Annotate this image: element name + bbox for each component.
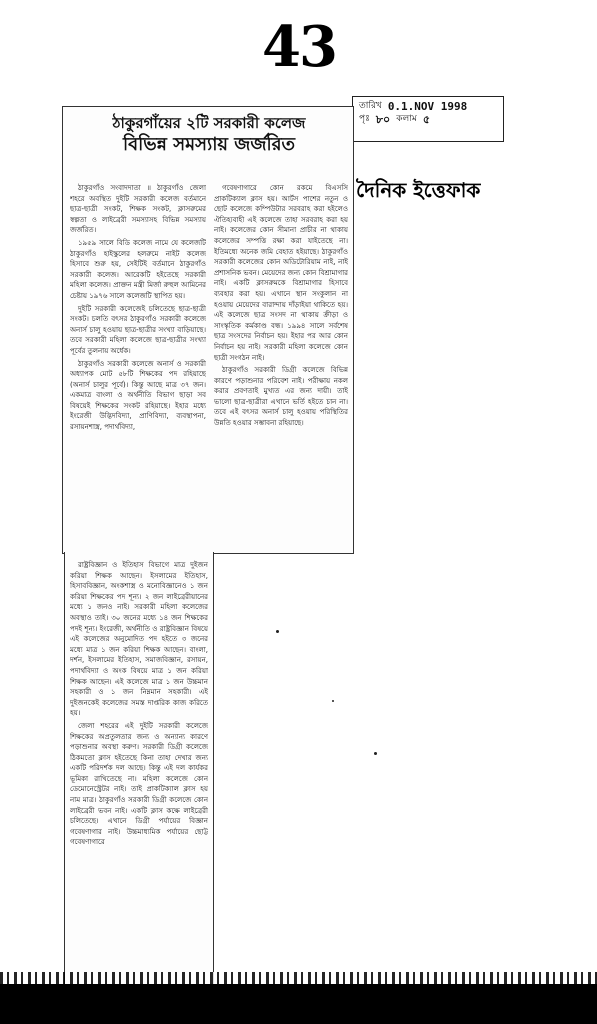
scan-dark-border bbox=[0, 984, 597, 1024]
paragraph: রাষ্ট্রবিজ্ঞান ও ইতিহাস বিভাগে মাত্র দুইজন করিয়া শিক্ষক আছেন। ইসলামের ইতিহাস, হিসাববিজ্ঞান, অংকশাস্ত্র ও মনোবিজ্ঞানেও ১ জন করিয়া শিক্ষকের পদ শূন্য। ২ জন লাইব্রেরীয়ানের মধ্যে ১ জনও নাই। সরকারী মহিলা কলেজের অবস্থাও তাই। ৩০ জনের মধ্যে ১৪ জন শিক্ষকের পদই শূন্য। ইংরেজী, অর্থনীতি ও রাষ্ট্রবিজ্ঞান বিষয়ে এই কলেজের অনুমোদিত পদ হইতে ৩ জনের মধ্যে মাত্র ১ জন করিয়া শিক্ষক আছেন। বাংলা, দর্শন, ইসলামের ইতিহাস, সমাজবিজ্ঞান, রসায়ন, পদার্থবিদ্যা ও অংক বিষয়ে মাত্র ১ জন করিয়া শিক্ষক আছেন। এই কলেজে মাত্র ১ জন উচ্চমান সহকারী ও ১ জন নিম্নমান সহকারী। এই দুইজনকেই কলেজের সমস্ত দাপ্তরিক কাজ করিতে হয়। bbox=[70, 561, 208, 718]
page-value: ৮০ bbox=[375, 113, 391, 126]
scan-speck bbox=[374, 752, 377, 755]
paragraph: ১৯৫৯ সালে বিডি কলেজ নামে যে কলেজটি ঠাকুরগাঁও হাইস্কুলের হলরুমে নাইট কলেজ হিসাবে শুরু হয়, সেইটিই বর্তমানে ঠাকুরগাঁও সরকারী কলেজ। আরেকটি হইতেছে সরকারী মহিলা কলেজ। প্রাক্তন মন্ত্রী মির্জা রুহুল আমিনের চেষ্টায় ১৯৭৬ সালে কলেজটি স্থাপিত হয়। bbox=[70, 238, 206, 300]
clipping-stamp bbox=[352, 96, 504, 142]
article-column-left bbox=[70, 183, 206, 554]
paragraph: জেলা শহরের এই দুইটি সরকারী কলেজে শিক্ষকের অপ্রতুলতার জন্য ও অন্যান্য কারণে পড়াশুনার অবস্থা করুণ। সরকারী ডিগ্রী কলেজে ঠিকমতো ক্লাস হইতেছে কিনা তাহা দেখার জন্য একটি পরিদর্শক দল আছে। কিন্তু এই দল কার্যকর ভূমিকা রাখিতেছে না। মহিলা কলেজে কোন ডেমোনেস্ট্রেটর নাই। তাই প্রাকটিক্যাল ক্লাস হয় নাম মাত্র। ঠাকুরগাঁও সরকারী ডিগ্রী কলেজে কোন লাইব্রেরী ভবন নাই। একটি ক্লাস কক্ষে লাইব্রেরী চলিতেছে। এখানে ডিগ্রী পর্যায়ের বিজ্ঞান গবেষণাগার নাই। উচ্চমাধ্যমিক পর্যায়ের ছোট্ট গবেষণাগারে bbox=[70, 721, 208, 847]
paragraph: ঠাকুরগাঁও সরকারী কলেজে অনার্স ও সরকারী অধ্যাপক মোট ৫৮টি শিক্ষকের পদ রহিয়াছে (অনার্স চালুর পূর্বে)। কিন্তু আছে মাত্র ৩৭ জন। একমাত্র বাংলা ও অর্থনীতি বিভাগ ছাড়া সব বিষয়েই শিক্ষকের সংকট রহিয়াছে। ইহার মধ্যে ইংরেজী উদ্ভিদবিদ্যা, প্রাণিবিদ্যা, ব্যবস্থাপনা, রসায়নশাস্ত্র, পদার্থবিদ্যা, bbox=[70, 359, 206, 432]
page-number: 43 bbox=[262, 14, 336, 80]
paragraph: দুইটি সরকারী কলেজেই চলিতেছে ছাত্র-ছাত্রী সংকট। চলতি বৎসর ঠাকুরগাঁও সরকারী কলেজে অনার্স চালু হওয়ায় ছাত্র-ছাত্রীর সংখ্যা বাড়িয়াছে। তবে সরকারী মহিলা কলেজে ছাত্র-ছাত্রীর সংখ্যা পূর্বের তুলনায় অর্ধেক। bbox=[70, 304, 206, 355]
article-column-right bbox=[214, 183, 348, 538]
paragraph: ঠাকুরগাঁও সরকারী ডিগ্রী কলেজে বিভিন্ন কারণে পড়াশুনার পরিবেশ নাই। পরীক্ষায় নকল করার প্রবণতাই মুখ্যত এর জন্য দায়ী। তাই ভালো ছাত্র-ছাত্রীরা এখানে ভর্তি হইতে চান না। তবে এই বৎসর অনার্স চালু হওয়ায় পরিস্থিতির উন্নতি হওয়ার সম্ভাবনা রহিয়াছে। bbox=[214, 366, 348, 428]
page-label: পৃঃ bbox=[359, 114, 370, 124]
date-value: 0.1.NOV 1998 bbox=[387, 100, 468, 113]
paragraph: গবেষণাগারে কোন রকমে বিএসসি প্রাকটিক্যাল ক্লাস হয়। আর্টস পাশের নতুন ও ছোট কলেজে কম্পিউটার সরবরাহ করা হইলেও ঐতিহ্যবাহী এই কলেজে তাহা সরবরাহ করা হয় নাই। কলেজের কোন সীমানা প্রাচীর না থাকায় কলেজের সম্পত্তি রক্ষা করা যাইতেছে না। ইতিমধ্যে অনেক জমি বেহাত হইয়াছে। ঠাকুরগাঁও সরকারী কলেজের কোন অডিটোরিয়াম নাই, নাই প্রশাসনিক ভবন। মেয়েদের জন্য কোন বিশ্রামাগার নাই। একটি ক্লাসরুমকে বিশ্রামাগার হিসাবে ব্যবহার করা হয়। এখানে স্থান সংকুলান না হওয়ায় মেয়েদের বারান্দায় দাঁড়াইয়া থাকিতে হয়। এই কলেজে ছাত্র সংসদ না থাকায় ক্রীড়া ও সাংস্কৃতিক কর্মকাণ্ড বন্ধ। ১৯৯৪ সালে সর্বশেষ ছাত্র সংসদের নির্বাচন হয়। ইহার পর আর কোন নির্বাচন হয় নাই। সরকারী মহিলা কলেজে কোন ছাত্রী সংগঠন নাই। bbox=[214, 184, 348, 362]
scan-speck bbox=[332, 700, 334, 702]
article-headline bbox=[64, 112, 354, 156]
column-label: কলাম bbox=[396, 114, 417, 124]
article-column-lower bbox=[70, 560, 208, 978]
newspaper-name: দৈনিক ইত্তেফাক bbox=[356, 178, 481, 202]
date-label: তারিখ bbox=[359, 101, 382, 111]
headline-line-1: ঠাকুরগাঁয়ের ২টি সরকারী কলেজ bbox=[112, 114, 306, 132]
scan-speck bbox=[276, 630, 279, 633]
paragraph: ঠাকুরগাঁও সংবাদদাতা ॥ ঠাকুরগাঁও জেলা শহরে অবস্থিত দুইটি সরকারী কলেজ বর্তমানে ছাত্র-ছাত্রী সংকট, শিক্ষক সংকট, ক্লাসরুমের স্বল্পতা ও লাইব্রেরী সমস্যাসহ বিভিন্ন সমস্যায় জর্জরিত। bbox=[70, 184, 206, 235]
headline-line-2: বিভিন্ন সমস্যায় জর্জরিত bbox=[122, 134, 296, 155]
column-value: ৫ bbox=[422, 113, 430, 126]
